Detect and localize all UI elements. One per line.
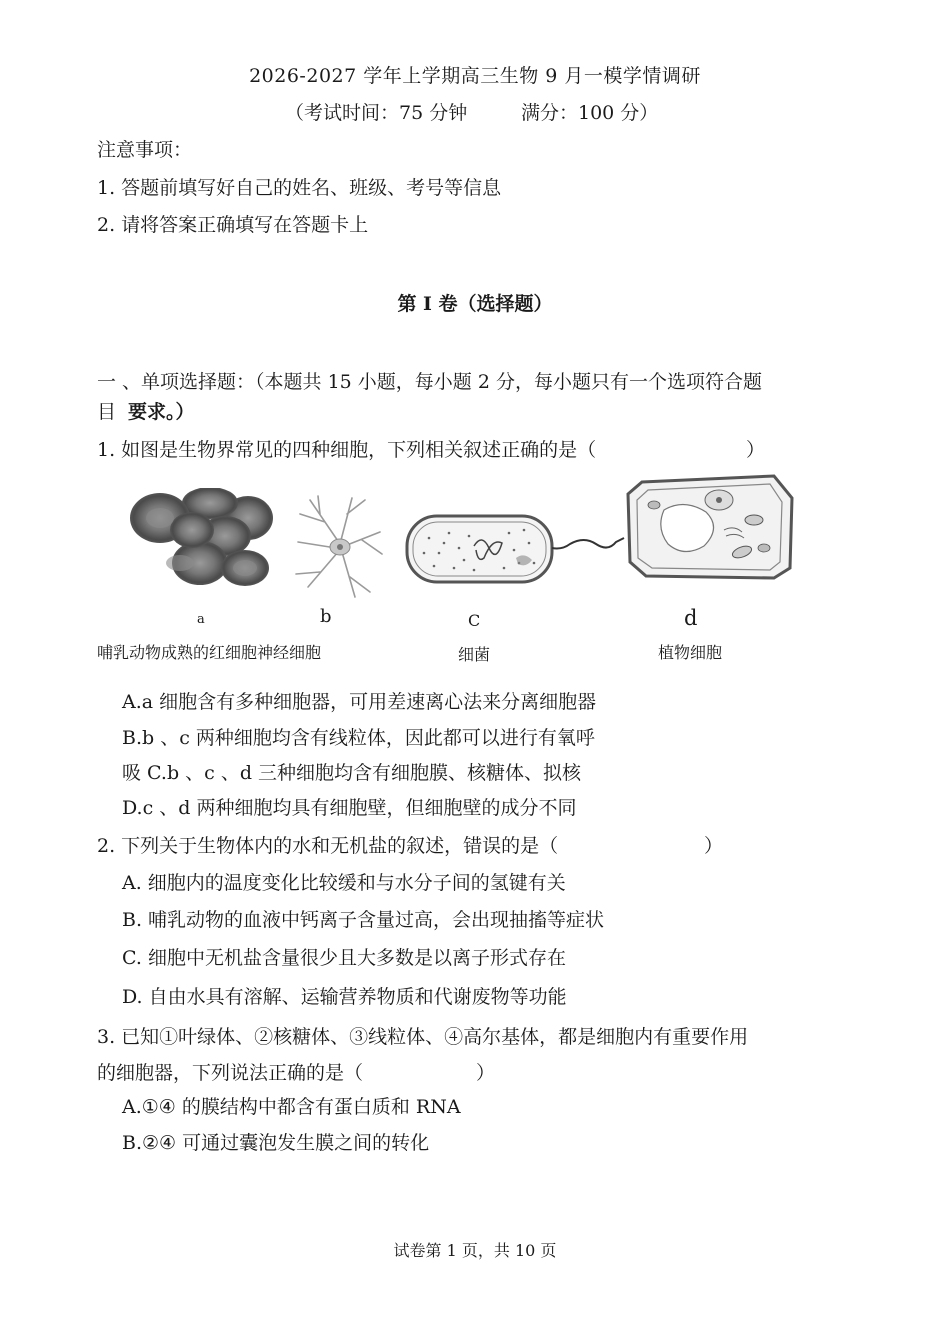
q1-option-c: 吸 C.b 、c 、d 三种细胞均含有细胞膜、核糖体、拟核	[122, 762, 582, 784]
q1-option-d: D.c 、d 两种细胞均具有细胞壁，但细胞壁的成分不同	[122, 797, 577, 819]
figure-label-b: b	[320, 606, 332, 627]
q1-option-b: B.b 、c 两种细胞均含有线粒体，因此都可以进行有氧呼	[122, 727, 595, 749]
page-footer: 试卷第 1 页，共 10 页	[393, 1241, 557, 1260]
exam-title: 2026-2027 学年上学期高三生物 9 月一模学情调研	[249, 65, 701, 87]
q2-stem: 2. 下列关于生物体内的水和无机盐的叙述，错误的是（	[97, 835, 559, 857]
plant-cell-image	[624, 470, 796, 582]
q2-option-c: C. 细胞中无机盐含量很少且大多数是以离子形式存在	[122, 947, 566, 969]
q2-option-d: D. 自由水具有溶解、运输营养物质和代谢废物等功能	[122, 986, 567, 1008]
figure-label-a: a	[197, 612, 205, 627]
q3-option-b: B.②④ 可通过囊泡发生膜之间的转化	[122, 1132, 430, 1154]
part-one-line2-prefix: 目	[97, 401, 117, 423]
q3-stem-close: ）	[476, 1062, 496, 1084]
q3-stem-line2: 的细胞器，下列说法正确的是（	[97, 1062, 364, 1084]
q2-stem-close: ）	[704, 835, 724, 857]
exam-time: （考试时间：75 分钟	[285, 102, 468, 124]
q3-stem-line1: 3. 已知①叶绿体、②核糖体、③线粒体、④高尔基体，都是细胞内有重要作用	[97, 1026, 749, 1048]
part-one-line2-bold: 要求。）	[128, 401, 195, 423]
figure-label-d: d	[684, 606, 698, 630]
neuron-image	[290, 492, 385, 600]
q3-option-a: A.①④ 的膜结构中都含有蛋白质和 RNA	[122, 1096, 461, 1118]
q2-option-a: A. 细胞内的温度变化比较缓和与水分子间的氢键有关	[122, 872, 566, 894]
q1-stem: 1. 如图是生物界常见的四种细胞，下列相关叙述正确的是（	[97, 439, 597, 461]
caption-plant-cell: 植物细胞	[658, 643, 723, 662]
red-blood-cells-image	[130, 488, 273, 588]
bacterium-image	[404, 508, 626, 588]
q1-option-a: A.a 细胞含有多种细胞器，可用差速离心法来分离细胞器	[122, 691, 597, 713]
full-score: 满分：100 分）	[521, 102, 659, 124]
note-item-2: 2. 请将答案正确填写在答题卡上	[97, 214, 369, 236]
q2-option-b: B. 哺乳动物的血液中钙离子含量过高，会出现抽搐等症状	[122, 909, 605, 931]
notes-heading: 注意事项：	[97, 139, 193, 161]
caption-bacterium: 细菌	[458, 645, 491, 664]
part-one-line1: 一 、单项选择题：（本题共 15 小题，每小题 2 分，每小题只有一个选项符合题	[97, 371, 762, 393]
caption-rbc-neuron: 哺乳动物成熟的红细胞神经细胞	[97, 643, 322, 662]
section-title: 第 I 卷（选择题）	[397, 293, 553, 315]
figure-label-c: C	[468, 611, 481, 630]
q1-stem-close: ）	[746, 439, 766, 461]
note-item-1: 1. 答题前填写好自己的姓名、班级、考号等信息	[97, 177, 502, 199]
